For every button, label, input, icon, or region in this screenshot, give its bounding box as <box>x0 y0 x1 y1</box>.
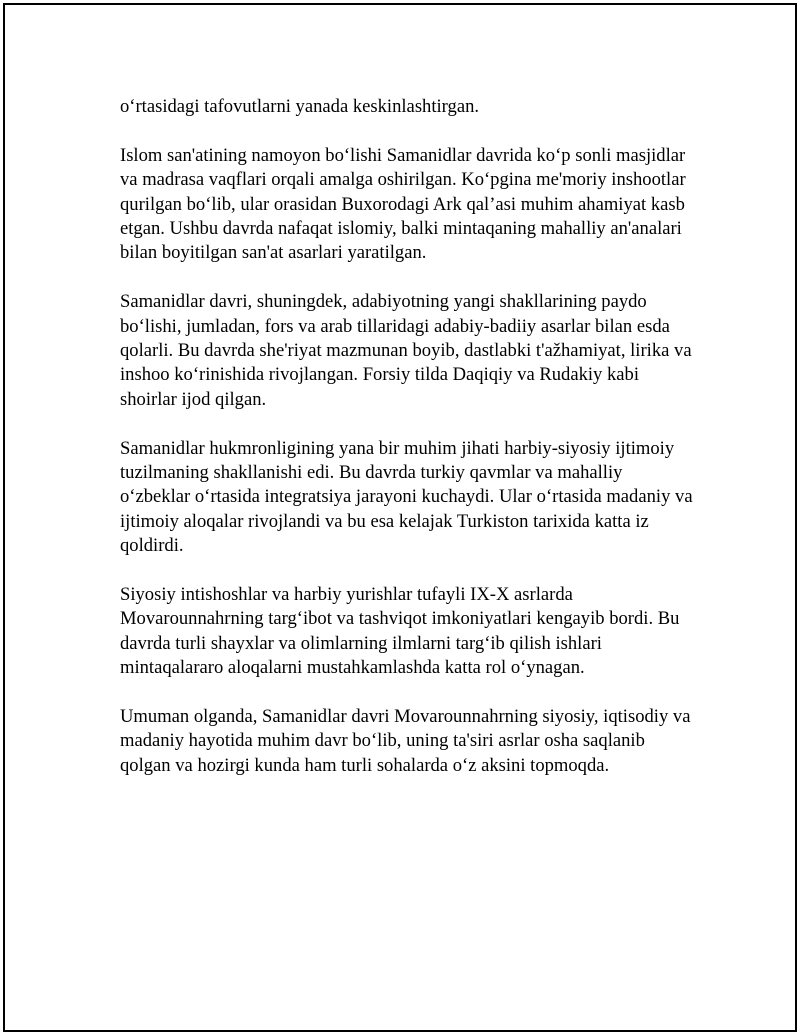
paragraph-social-structure: Samanidlar hukmronligining yana bir muhim jihati harbiy-siyosiy ijtimoiy tuzilmaning shakllanishi edi. Bu davrda turkiy qavmlar va mahalliy o‘zbeklar o‘rtasida integratsiya jarayoni kuchaydi. Ular o‘rtasida madaniy va ijtimoiy aloqalar rivojlandi va bu esa kelajak Turkiston tarixida katta iz qoldirdi. <box>120 437 693 557</box>
paragraph-continuation: o‘rtasidagi tafovutlarni yanada keskinlashtirgan. <box>120 96 480 117</box>
paragraph-literature: Samanidlar davri, shuningdek, adabiyotning yangi shakllarining paydo bo‘lishi, jumladan, fors va arab tillaridagi adabiy-badiiy asarlar bilan esda qolarli. Bu davrda she'riyat mazmunan boyib, dastlabki t'ažhamiyat, lirika va inshoo ko‘rinishida rivojlangan. Forsiy tilda Daqiqiy va Rudakiy kabi shoirlar ijod qilgan. <box>120 291 692 410</box>
paragraph-political-campaigns: Siyosiy intishoshlar va harbiy yurishlar tufayli IX-X asrlarda Movarounnahrning targ‘ibot va tashviqot imkoniyatlari kengayib bordi. Bu davrda turli shayxlar va olimlarning ilmlarni targ‘ib qilish ishlari mintaqalararo aloqalarni mustahkamlashda katta rol o‘ynagan. <box>120 584 680 679</box>
paragraph-conclusion: Umuman olganda, Samanidlar davri Movarounnahrning siyosiy, iqtisodiy va madaniy hayotida muhim davr bo‘lib, uning ta'siri asrlar osha saqlanib qolgan va hozirgi kunda ham turli sohalarda o‘z aksini topmoqda. <box>120 706 691 776</box>
document-body <box>120 95 695 803</box>
document-page <box>3 3 797 1032</box>
paragraph-islamic-art: Islom san'atining namoyon bo‘lishi Samanidlar davrida ko‘p sonli masjidlar va madrasa vaqflari orqali amalga oshirilgan. Ko‘pgina me'moriy inshootlar qurilgan bo‘lib, ular orasidan Buxorodagi Ark qal’asi muhim ahamiyat kasb etgan. Ushbu davrda nafaqat islomiy, balki mintaqaning mahalliy an'analari bilan boyitilgan san'at asarlari yaratilgan. <box>120 144 686 264</box>
